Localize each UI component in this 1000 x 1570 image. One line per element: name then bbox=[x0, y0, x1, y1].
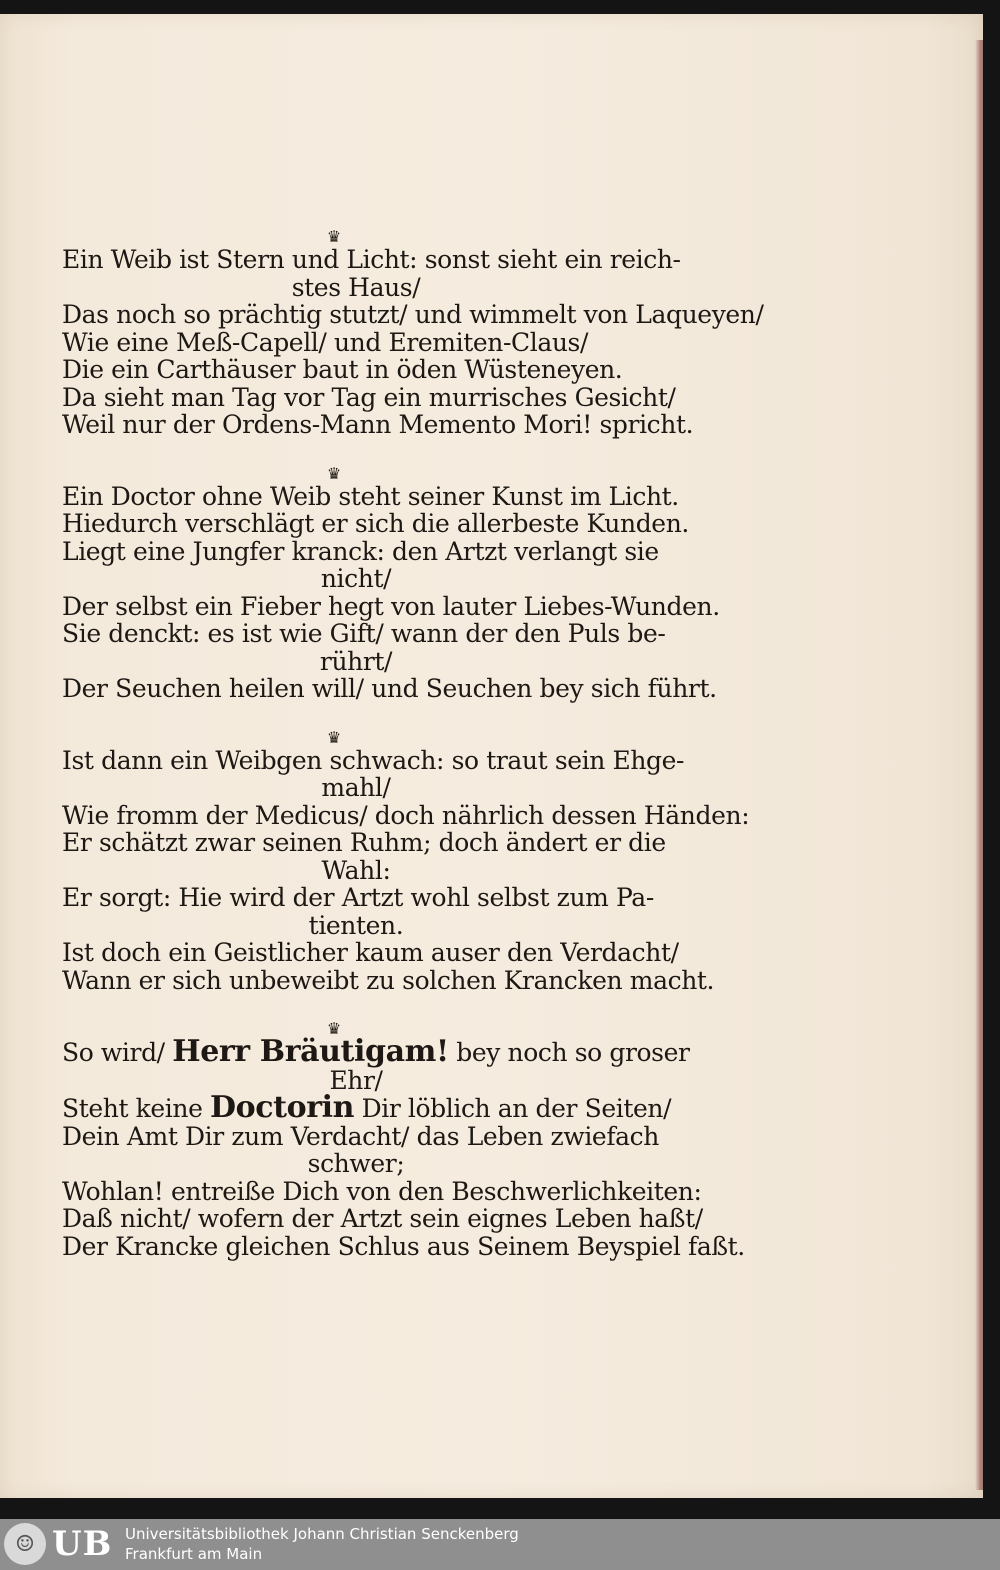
poem-line: Der Krancke gleichen Schlus aus Seinem Beyspiel faßt. bbox=[62, 1231, 745, 1261]
line-segment: So wird/ bbox=[62, 1038, 173, 1067]
poem-line: Der Seuchen heilen will/ und Seuchen bey sich führt. bbox=[62, 674, 717, 703]
poem-line: Da sieht man Tag vor Tag ein murrisches Gesicht/ bbox=[62, 382, 676, 412]
crown-ornament-icon: ♛ bbox=[326, 1019, 342, 1038]
poem-line-continuation: nicht/ bbox=[320, 564, 392, 593]
crown-ornament-icon: ♛ bbox=[326, 727, 342, 747]
poem-line: Weil nur der Ordens-Mann Memento Mori! spricht. bbox=[62, 410, 694, 439]
poem-line-continuation: Wahl: bbox=[321, 855, 391, 885]
library-name-line2: Frankfurt am Main bbox=[125, 1545, 263, 1563]
poem-line: Wie eine Meß-Capell/ und Eremiten-Claus/ bbox=[62, 327, 588, 357]
stanza bbox=[62, 481, 720, 703]
library-name bbox=[125, 1524, 519, 1564]
poem-line-continuation: stes Haus/ bbox=[291, 272, 421, 302]
poem bbox=[62, 227, 764, 1261]
line-segment: Steht keine bbox=[62, 1094, 211, 1123]
poem-line-continuation: mahl/ bbox=[321, 773, 391, 802]
poem-line bbox=[62, 1034, 690, 1069]
line-segment: bey noch so groser bbox=[448, 1038, 690, 1067]
poem-line bbox=[62, 1090, 672, 1125]
emphasized-text: Herr Bräutigam! bbox=[172, 1034, 449, 1069]
poem-line: Wie fromm der Medicus/ doch nährlich dessen Händen: bbox=[62, 800, 750, 830]
poem-line: Sie denckt: es ist wie Gift/ wann der den Puls be- bbox=[62, 619, 666, 648]
portrait-seal-icon: ☺ bbox=[4, 1523, 46, 1565]
stanza-gap bbox=[62, 703, 610, 729]
line-segment: Dir löblich an der Seiten/ bbox=[354, 1094, 672, 1123]
poem-line: Das noch so prächtig stutzt/ und wimmelt von Laqueyen/ bbox=[62, 300, 764, 329]
library-footer bbox=[0, 1519, 1000, 1570]
poem-line: Wohlan! entreiße Dich von den Beschwerlichkeiten: bbox=[62, 1176, 702, 1206]
poem-line-continuation: schwer; bbox=[307, 1149, 405, 1178]
poem-line: Dein Amt Dir zum Verdacht/ das Leben zwiefach bbox=[62, 1121, 659, 1151]
poem-line: Die ein Carthäuser baut in öden Wüsteneyen. bbox=[62, 355, 623, 384]
poem-line: Hiedurch verschlägt er sich die allerbeste Kunden. bbox=[62, 509, 689, 538]
crown-ornament-icon: ♛ bbox=[326, 227, 342, 246]
document-page bbox=[0, 14, 983, 1498]
poem-line: Ein Weib ist Stern und Licht: sonst sieht ein reich- bbox=[62, 245, 681, 274]
poem-line: Er sorgt: Hie wird der Artzt wohl selbst zum Pa- bbox=[62, 883, 654, 912]
stanza-gap bbox=[62, 439, 610, 465]
poem-line-continuation: Ehr/ bbox=[329, 1065, 383, 1095]
stanza bbox=[62, 245, 764, 439]
emphasized-text: Doctorin bbox=[210, 1090, 355, 1125]
poem-line-continuation: rührt/ bbox=[319, 646, 393, 676]
poem-line: Er schätzt zwar seinen Ruhm; doch ändert er die bbox=[62, 828, 666, 857]
poem-line: Wann er sich unbeweibt zu solchen Krancken macht. bbox=[62, 965, 715, 995]
poem-line: Der selbst ein Fieber hegt von lauter Liebes-Wunden. bbox=[62, 591, 720, 621]
poem-line: Daß nicht/ wofern der Artzt sein eignes Leben haßt/ bbox=[62, 1204, 703, 1233]
library-name-line1: Universitätsbibliothek Johann Christian Senckenberg bbox=[125, 1525, 519, 1543]
stanza bbox=[62, 745, 750, 995]
stanza bbox=[62, 1034, 745, 1261]
poem-line: Liegt eine Jungfer kranck: den Artzt verlangt sie bbox=[62, 536, 659, 566]
poem-line: Ein Doctor ohne Weib steht seiner Kunst im Licht. bbox=[62, 481, 679, 511]
logo-text: UB bbox=[52, 1524, 113, 1564]
poem-line: Ist doch ein Geistlicher kaum auser den Verdacht/ bbox=[62, 938, 679, 967]
stanza-gap bbox=[62, 994, 610, 1020]
page-edge bbox=[975, 40, 983, 1490]
crown-ornament-icon: ♛ bbox=[326, 463, 342, 483]
poem-line-continuation: tienten. bbox=[308, 910, 404, 940]
library-logo[interactable] bbox=[4, 1523, 116, 1565]
poem-line: Ist dann ein Weibgen schwach: so traut sein Ehge- bbox=[62, 745, 685, 775]
